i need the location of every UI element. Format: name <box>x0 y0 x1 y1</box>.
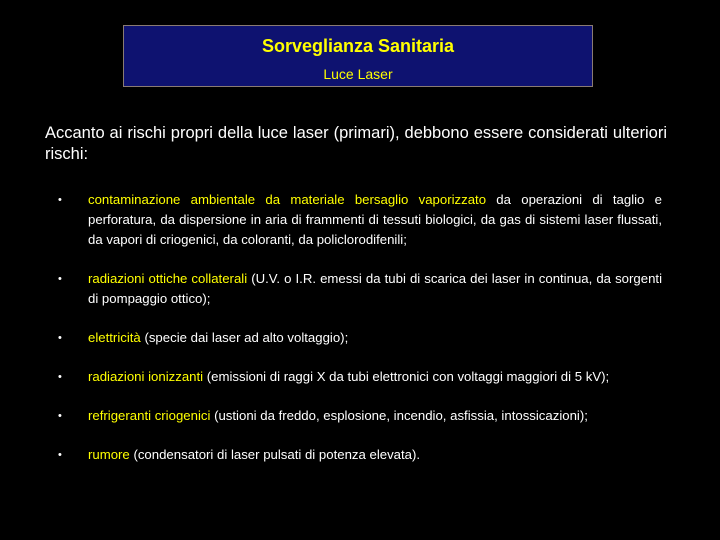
bullet-icon: • <box>58 410 62 422</box>
risk-description: da operazioni di taglio e perforatura, da dispersione in aria di frammenti di tessuti biologici, da gas di sistemi laser flussati, da vapori di criogenici, da coloranti, da policlorodifenili; <box>88 192 662 247</box>
intro-paragraph: Accanto ai rischi propri della luce laser (primari), debbono essere considerati ulteriori rischi: <box>45 124 667 163</box>
risk-keyword: refrigeranti criogenici <box>88 408 211 423</box>
risk-description: (condensatori di laser pulsati di potenza elevata). <box>129 447 421 462</box>
bullet-icon: • <box>58 371 62 383</box>
risk-keyword: radiazioni ionizzanti <box>88 369 204 384</box>
risk-description: (U.V. o I.R. emessi da tubi di scarica dei laser in continua, da sorgenti di pompaggio ottico); <box>88 271 662 306</box>
slide-title: Sorveglianza Sanitaria <box>261 36 455 56</box>
list-item <box>58 445 662 465</box>
bullet-icon: • <box>58 449 62 461</box>
list-item <box>58 328 662 348</box>
risk-description: (specie dai laser ad alto voltaggio); <box>140 330 349 345</box>
risk-keyword: rumore <box>88 447 130 462</box>
risk-description: (emissioni di raggi X da tubi elettronici con voltaggi maggiori di 5 kV); <box>203 369 610 384</box>
risk-keyword: radiazioni ottiche collaterali <box>88 271 248 286</box>
bullet-icon: • <box>58 194 62 206</box>
list-item <box>58 269 662 309</box>
bullet-icon: • <box>58 332 62 344</box>
slide-subtitle: Luce Laser <box>323 66 393 82</box>
risk-description: (ustioni da freddo, esplosione, incendio, asfissia, intossicazioni); <box>210 408 588 423</box>
risk-keyword: contaminazione ambientale da materiale bersaglio vaporizzato <box>88 192 487 207</box>
list-item <box>58 367 662 387</box>
list-item <box>58 406 662 426</box>
list-item <box>58 190 662 250</box>
risk-keyword: elettricità <box>88 330 141 345</box>
title-box <box>123 25 593 87</box>
bullet-icon: • <box>58 273 62 285</box>
risk-list <box>58 190 662 484</box>
